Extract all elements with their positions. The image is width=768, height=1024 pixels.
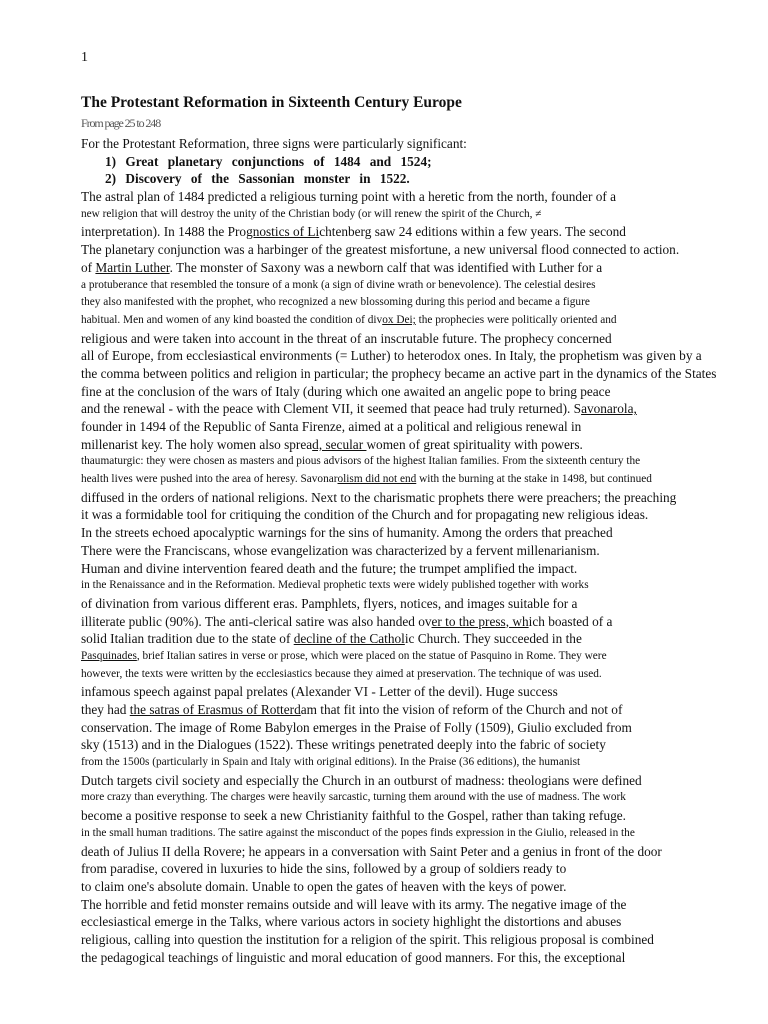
text-line xyxy=(81,772,761,790)
text-line xyxy=(81,383,761,401)
text-line xyxy=(81,489,761,507)
page-number: 1 xyxy=(81,50,88,65)
document-title: The Protestant Reformation in Sixteenth Century Europe xyxy=(81,94,462,111)
text-segment: chtenberg saw 24 editions within a few years. The second xyxy=(319,224,626,240)
text-segment: diffused in the orders of national religions. Next to the charismatic prophets there were preachers; the preaching xyxy=(81,489,677,505)
underlined-text: avonarola, xyxy=(581,401,637,417)
page-range-subtitle: From page 25 to 248 xyxy=(81,116,161,130)
text-segment: the pedagogical teachings of linguistic and moral education of good manners. For this, the exceptional xyxy=(81,949,626,965)
text-segment: illiterate public (90%). The anti-clerical satire was also handed ov xyxy=(81,613,432,629)
text-segment: sky (1513) and in the Dialogues (1522). These writings penetrated deeply into the fabric of society xyxy=(81,737,606,753)
text-line xyxy=(81,259,761,277)
text-segment: and the renewal - with the peace with Clement VII, it seemed that peace had truly returned). S xyxy=(81,401,582,417)
text-line xyxy=(81,524,761,542)
text-segment: The astral plan of 1484 predicted a religious turning point with a heretic from the north, founder of a xyxy=(81,189,617,205)
text-line xyxy=(81,913,761,931)
text-line xyxy=(81,188,761,206)
body-text xyxy=(81,135,761,966)
text-segment: The planetary conjunction was a harbinger of the greatest misfortune, a new universal flood connected to action. xyxy=(81,242,680,258)
text-line xyxy=(81,701,761,719)
text-segment: all of Europe, from ecclesiastical environments (= Luther) to heterodox ones. In Italy, the prophetism was given by a xyxy=(81,348,702,364)
text-segment: In the streets echoed apocalyptic warnings for the sins of humanity. Among the orders that preached xyxy=(81,525,613,541)
text-line xyxy=(81,931,761,949)
underlined-text: decline of the Cathol xyxy=(293,631,405,647)
text-line xyxy=(81,330,761,348)
text-segment: religious and were taken into account in the threat of an inscrutable future. The prophecy concerned xyxy=(81,330,612,346)
underlined-text: olism did not end xyxy=(337,473,417,486)
text-segment: religious, calling into question the institution for a religion of the spirit. This religious proposal is combined xyxy=(81,931,654,947)
text-segment: There were the Franciscans, whose evangelization was characterized by a fervent millenarianism. xyxy=(81,542,600,558)
text-segment: 1) Great planetary conjunctions of 1484 and 1524; xyxy=(105,153,432,169)
text-line xyxy=(81,754,761,772)
text-segment: . The monster of Saxony was a newborn calf that was identified with Luther for a xyxy=(169,259,603,275)
text-segment: however, the texts were written by the ecclesiastics because they aimed at preservation. The technique of was used. xyxy=(81,667,602,680)
underlined-text: d, secular xyxy=(312,436,367,452)
text-line xyxy=(81,949,761,967)
text-line xyxy=(81,135,761,153)
text-line xyxy=(81,418,761,436)
underlined-text: er to the press, wh xyxy=(431,613,529,629)
text-line xyxy=(81,843,761,861)
text-segment: the comma between politics and religion in particular; the prophecy became an active part in the dynamics of the States xyxy=(81,365,717,381)
underlined-text: ox Dei; xyxy=(382,313,416,326)
text-segment: it was a formidable tool for critiquing the condition of the Church and for propagating new religious ideas. xyxy=(81,507,649,523)
underlined-text: gnostics of Li xyxy=(246,224,320,240)
underlined-text: Pasquinades xyxy=(81,649,137,662)
text-segment: For the Protestant Reformation, three signs were particularly significant: xyxy=(81,136,467,151)
text-segment: a protuberance that resembled the tonsure of a monk (a sign of divine wrath or benevolence). The celestial desires xyxy=(81,278,596,291)
text-segment: to claim one's absolute domain. Unable to open the gates of heaven with the keys of power. xyxy=(81,878,567,894)
text-segment: fine at the conclusion of the wars of Italy (during which one awaited an angelic pope to bring peace xyxy=(81,383,611,399)
numbered-list-item xyxy=(81,170,761,188)
text-line xyxy=(81,241,761,259)
text-segment: ic Church. They succeeded in the xyxy=(404,631,582,647)
text-line xyxy=(81,719,761,737)
text-segment: interpretation). In 1488 the Pro xyxy=(81,224,247,240)
text-segment: death of Julius II della Rovere; he appears in a conversation with Saint Peter and a genius in front of the door xyxy=(81,843,662,859)
text-segment: they also manifested with the prophet, who recognized a new blossoming during this period and became a figure xyxy=(81,296,590,309)
text-segment: of xyxy=(81,259,96,275)
text-line xyxy=(81,666,761,684)
text-segment: , brief Italian satires in verse or prose, which were placed on the statue of Pasquino in Rome. They were xyxy=(136,649,607,662)
text-segment: from the 1500s (particularly in Spain and Italy with original editions). In the Praise (36 editions), the humanist xyxy=(81,756,581,769)
text-segment: women of great spirituality with powers. xyxy=(366,436,583,452)
text-segment: they had xyxy=(81,702,130,717)
text-line xyxy=(81,436,761,454)
text-line xyxy=(81,453,761,471)
text-line xyxy=(81,347,761,365)
underlined-text: the satras of Erasmus of Rotterd xyxy=(129,702,301,717)
numbered-list-item xyxy=(81,153,761,171)
text-segment: conservation. The image of Rome Babylon emerges in the Praise of Folly (1509), Giulio excluded from xyxy=(81,719,632,735)
text-line xyxy=(81,807,761,825)
text-line xyxy=(81,577,761,595)
text-segment: 2) Discovery of the Sassonian monster in 1522. xyxy=(105,171,410,187)
text-line xyxy=(81,613,761,631)
text-line xyxy=(81,595,761,613)
text-segment: become a positive response to seek a new Christianity faithful to the Gospel, rather than taking refuge. xyxy=(81,808,627,824)
text-segment: from paradise, covered in luxuries to hide the sins, followed by a group of soldiers ready to xyxy=(81,861,567,877)
text-segment: solid Italian tradition due to the state of xyxy=(81,631,294,647)
text-segment: founder in 1494 of the Republic of Santa Firenze, aimed at a political and religious renewal in xyxy=(81,419,582,434)
text-line xyxy=(81,736,761,754)
text-line xyxy=(81,277,761,295)
text-segment: with the burning at the stake in 1498, but continued xyxy=(416,473,652,486)
text-segment: in the Renaissance and in the Reformation. Medieval prophetic texts were widely published together with works xyxy=(81,579,589,592)
text-line xyxy=(81,506,761,524)
text-line xyxy=(81,365,761,383)
text-line xyxy=(81,825,761,843)
text-segment: more crazy than everything. The charges were heavily sarcastic, turning them around with the use of madness. The work xyxy=(81,791,626,804)
text-segment: thaumaturgic: they were chosen as masters and pious advisors of the highest Italian families. From the sixteenth century the xyxy=(81,455,641,468)
text-segment: health lives were pushed into the area of heresy. Savonar xyxy=(81,473,338,486)
text-segment: in the small human traditions. The satire against the misconduct of the popes finds expression in the Giulio, released in the xyxy=(81,826,635,839)
text-segment: ich boasted of a xyxy=(528,613,613,629)
text-segment: millenarist key. The holy women also sprea xyxy=(81,436,313,452)
text-line xyxy=(81,789,761,807)
text-line xyxy=(81,630,761,648)
text-line xyxy=(81,312,761,330)
text-segment: Dutch targets civil society and especially the Church in an outburst of madness: theologians were defined xyxy=(81,772,642,788)
text-segment: new religion that will destroy the unity of the Christian body (or will renew the spirit of the Church, ≠ xyxy=(81,207,542,220)
text-segment: am that fit into the vision of reform of the Church and not of xyxy=(300,702,623,717)
text-line xyxy=(81,648,761,666)
text-line xyxy=(81,223,761,241)
text-line xyxy=(81,878,761,896)
text-segment: The horrible and fetid monster remains outside and will leave with its army. The negative image of the xyxy=(81,896,627,912)
text-segment: the prophecies were politically oriented and xyxy=(415,313,617,326)
underlined-text: Martin Luther xyxy=(95,259,170,275)
text-line xyxy=(81,896,761,914)
text-line xyxy=(81,206,761,224)
text-segment: habitual. Men and women of any kind boasted the condition of div xyxy=(81,313,383,326)
text-line xyxy=(81,294,761,312)
text-segment: ecclesiastical emerge in the Talks, where various actors in society highlight the distortions and abuses xyxy=(81,914,622,930)
text-segment: of divination from various different eras. Pamphlets, flyers, notices, and images suitable for a xyxy=(81,595,578,611)
text-line xyxy=(81,542,761,560)
text-segment: infamous speech against papal prelates (Alexander VI - Letter of the devil). Huge success xyxy=(81,684,558,700)
text-line xyxy=(81,560,761,578)
text-line xyxy=(81,683,761,701)
text-line xyxy=(81,400,761,418)
text-line xyxy=(81,860,761,878)
text-segment: Human and divine intervention feared death and the future; the trumpet amplified the impact. xyxy=(81,560,578,576)
text-line xyxy=(81,471,761,489)
